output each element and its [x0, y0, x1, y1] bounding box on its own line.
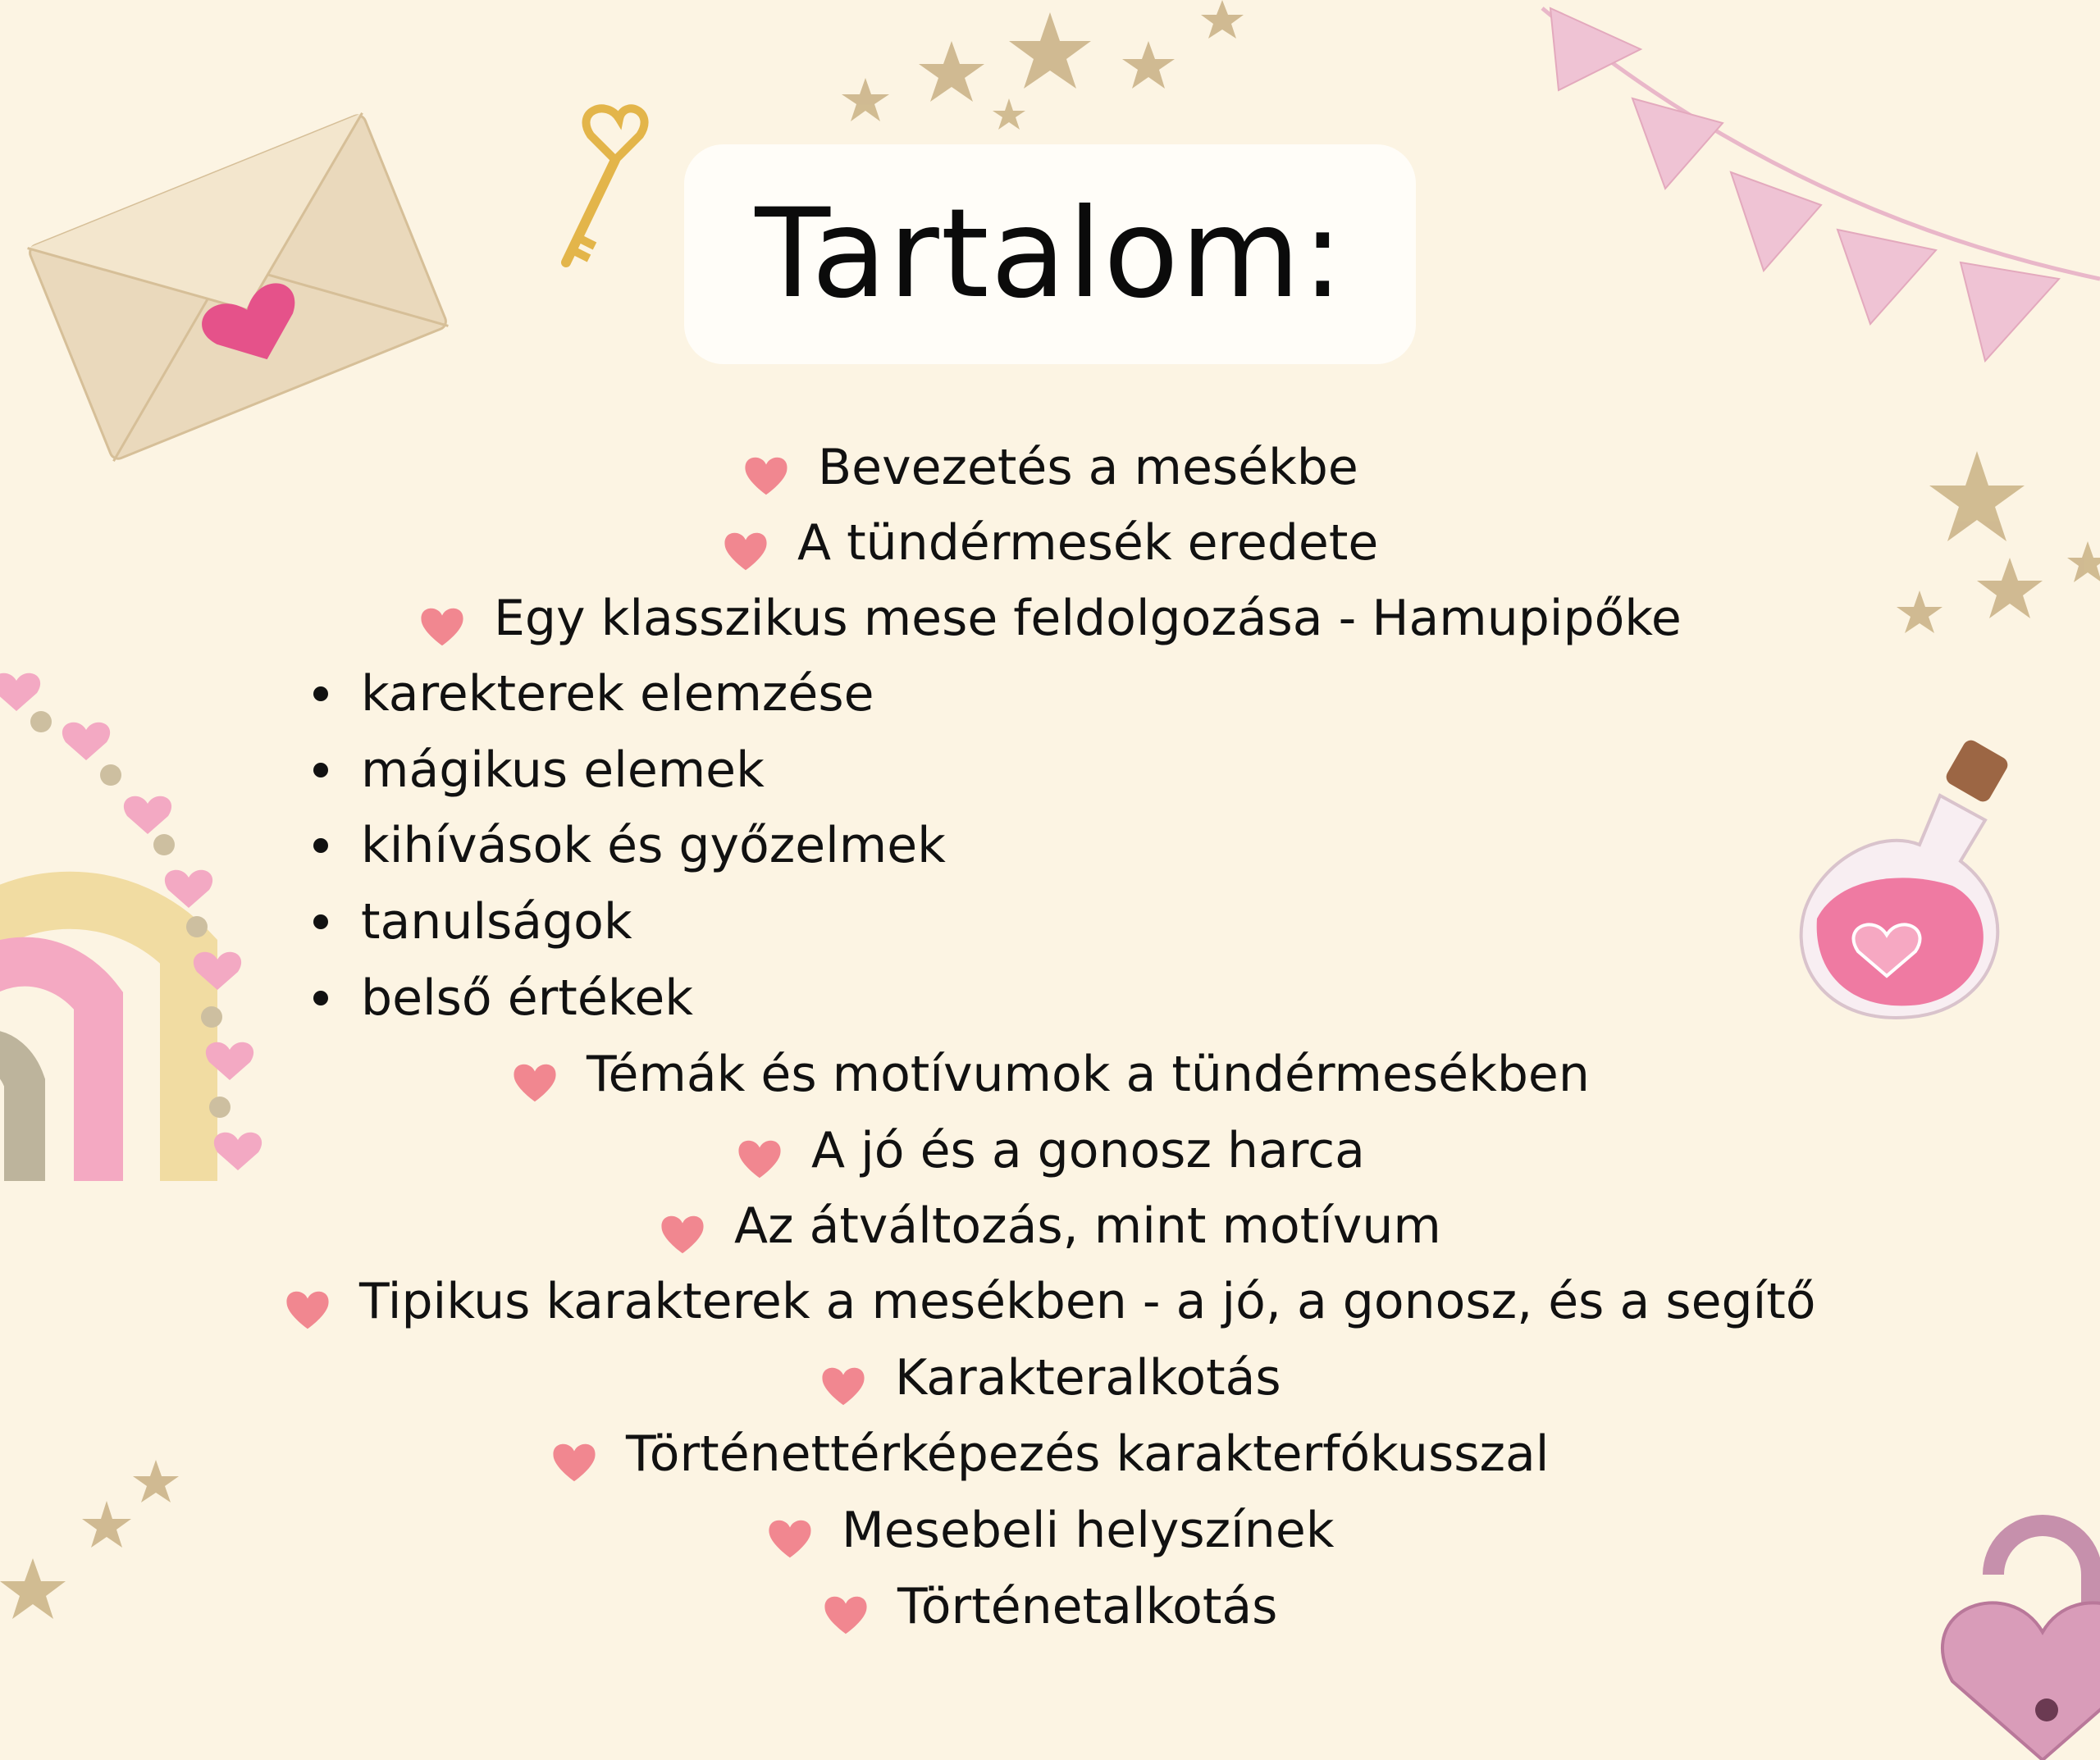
list-item: [0, 1340, 2100, 1416]
list-item: [0, 430, 2100, 505]
list-item: [0, 1569, 2100, 1644]
bullet-dot: [313, 686, 328, 701]
list-item-label: Témák és motívumok a tündérmesékben: [587, 1046, 1590, 1103]
heart-icon: [742, 445, 790, 490]
heart-icon: [766, 1507, 814, 1553]
heart-icon: [511, 1051, 559, 1097]
heart-icon: [722, 520, 769, 566]
bullet-dot: [313, 914, 328, 929]
list-item-label: Az átváltozás, mint motívum: [734, 1197, 1441, 1255]
star-icon: [820, 0, 1329, 148]
heart-icon: [659, 1203, 706, 1249]
list-item-label: Történettérképezés karakterfókusszal: [626, 1425, 1550, 1483]
list-item: [0, 1037, 2100, 1112]
list-item: [0, 1188, 2100, 1264]
list-item: [0, 1264, 2100, 1339]
envelope-icon: [16, 98, 459, 476]
list-item: [0, 1493, 2100, 1568]
list-item-label: Mesebeli helyszínek: [842, 1502, 1335, 1559]
list-item: [0, 505, 2100, 581]
heart-icon: [819, 1355, 867, 1401]
page-title: Tartalom:: [755, 183, 1345, 326]
bullet-dot: [313, 838, 328, 853]
list-item-label: A tündérmesék eredete: [797, 514, 1379, 572]
sub-list-item: [313, 732, 765, 808]
sub-list-item-label: tanulságok: [361, 893, 632, 951]
heart-icon: [736, 1128, 783, 1174]
potion-bottle-icon: [1780, 730, 2051, 1033]
list-item: [0, 1113, 2100, 1188]
bullet-dot: [313, 991, 328, 1005]
list-item-label: Karakteralkotás: [895, 1349, 1281, 1407]
sub-list-item: [313, 808, 946, 883]
sub-list-item: [313, 960, 693, 1036]
list-item-label: Egy klasszikus mese feldolgozása - Hamupipőke: [494, 590, 1682, 647]
list-item-label: A jó és a gonosz harca: [811, 1122, 1365, 1179]
sub-list-item-label: karekterek elemzése: [361, 665, 874, 723]
bunting-icon: [1526, 0, 2100, 377]
bullet-dot: [313, 763, 328, 777]
title-box: [684, 144, 1416, 364]
sub-list-item-label: mágikus elemek: [361, 741, 765, 799]
key-icon: [541, 82, 664, 279]
heart-icon: [418, 595, 466, 641]
sub-list-item-label: kihívások és győzelmek: [361, 817, 946, 874]
heart-icon: [550, 1431, 598, 1477]
sub-list-item-label: belső értékek: [361, 969, 693, 1027]
list-item-label: Bevezetés a mesékbe: [818, 439, 1358, 496]
list-item: [0, 1416, 2100, 1492]
heart-icon: [822, 1584, 870, 1630]
list-item-label: Tipikus karakterek a mesékben - a jó, a gonosz, és a segítő: [359, 1273, 1816, 1330]
sub-list-item: [313, 656, 874, 732]
list-item-label: Történetalkotás: [897, 1578, 1278, 1635]
list-item: [0, 581, 2100, 656]
sub-list-item: [313, 884, 632, 960]
heart-icon: [284, 1279, 331, 1325]
